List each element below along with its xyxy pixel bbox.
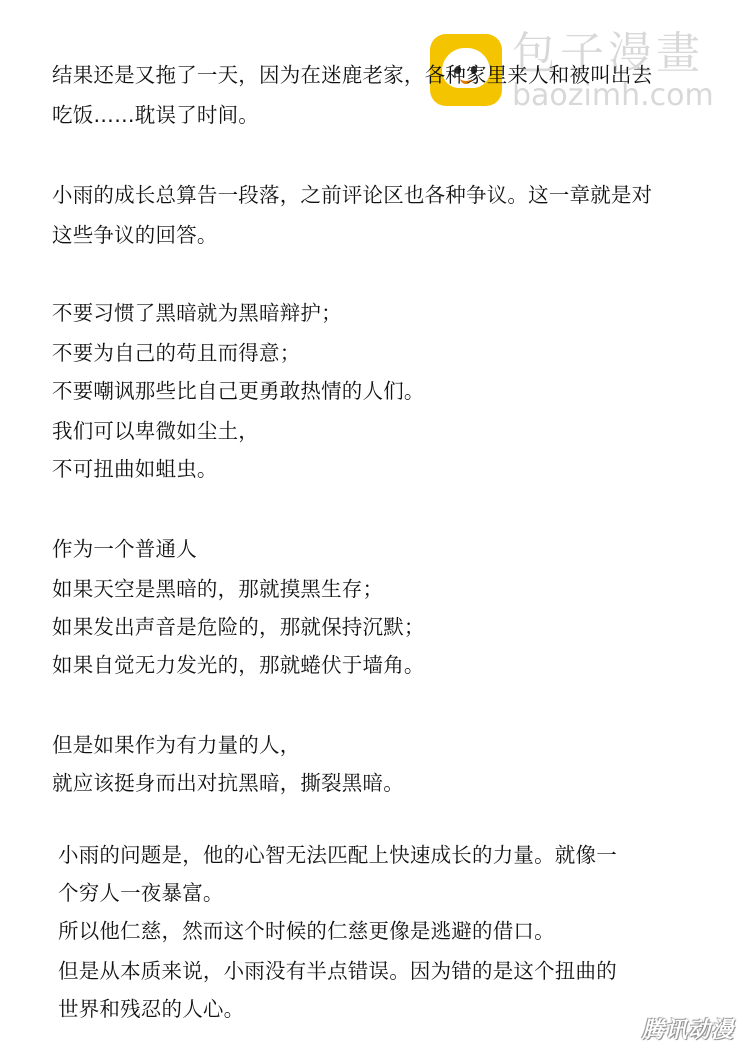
text-line: 作为一个普通人: [52, 537, 197, 561]
watermark-site-name: 包子漫畫: [512, 28, 704, 79]
text-line: 我们可以卑微如尘土，: [52, 419, 259, 443]
text-line: 吃饭……耽误了时间。: [52, 103, 259, 127]
watermark-bottom: 腾讯动漫: [641, 1018, 734, 1043]
text-line: 如果发出声音是危险的，那就保持沉默；: [52, 615, 425, 639]
text-line: 不要习惯了黑暗就为黑暗辩护；: [52, 301, 342, 325]
text-line: 如果天空是黑暗的，那就摸黑生存；: [52, 577, 384, 601]
watermark-site-url: baozimh.com: [512, 78, 714, 113]
text-line: 小雨的问题是，他的心智无法匹配上快速成长的力量。就像一: [58, 843, 617, 867]
text-line: 这些争议的回答。: [52, 223, 218, 247]
text-line: 所以他仁慈，然而这个时候的仁慈更像是逃避的借口。: [58, 919, 555, 943]
text-line: 小雨的成长总算告一段落，之前评论区也各种争议。这一章就是对: [52, 183, 653, 207]
text-line: 就应该挺身而出对抗黑暗，撕裂黑暗。: [52, 771, 404, 795]
text-line: 如果自觉无力发光的，那就蜷伏于墙角。: [52, 653, 425, 677]
text-line: 不可扭曲如蛆虫。: [52, 457, 218, 481]
text-line: 个穷人一夜暴富。: [58, 881, 224, 905]
text-line: 世界和残忍的人心。: [58, 997, 245, 1021]
text-line: 不要嘲讽那些比自己更勇敢热情的人们。: [52, 379, 425, 403]
text-line: 不要为自己的苟且而得意；: [52, 341, 301, 365]
text-line: 结果还是又拖了一天，因为在迷鹿老家，各种家里来人和被叫出去: [52, 63, 653, 87]
text-line: 但是如果作为有力量的人，: [52, 733, 301, 757]
text-line: 但是从本质来说，小雨没有半点错误。因为错的是这个扭曲的: [58, 959, 617, 983]
